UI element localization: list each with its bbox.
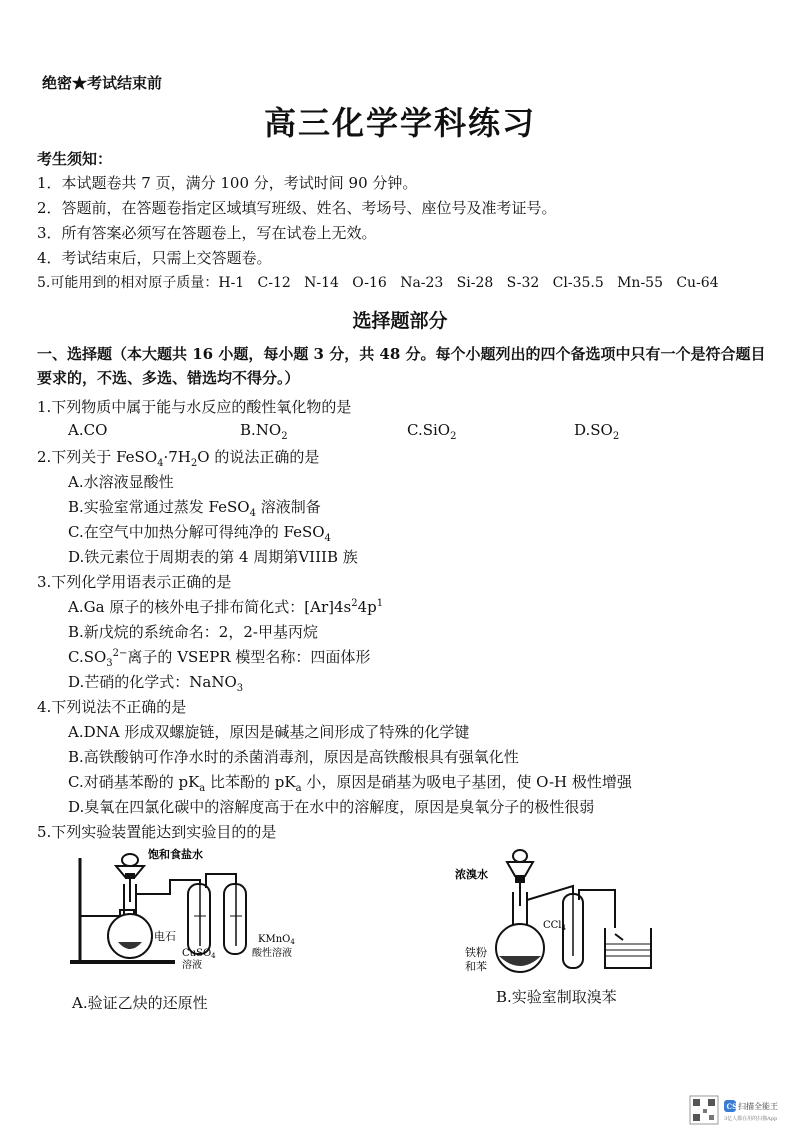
q3-option-c: $C.SO_3^{2-}$离子的 VSEPR 模型名称：四面体形	[68, 648, 371, 669]
figure-b-apparatus	[455, 844, 675, 979]
question-4-stem: 4.下列说法不正确的是	[37, 698, 187, 716]
scanner-watermark	[688, 1094, 800, 1132]
q4-option-d: D.臭氧在四氯化碳中的溶解度高于在水中的溶解度，原因是臭氧分子的极性很弱	[68, 798, 595, 816]
notice-heading: 考生须知：	[37, 150, 113, 168]
q4-option-a: A.DNA 形成双螺旋链，原因是碱基之间形成了特殊的化学键	[68, 723, 470, 741]
label-saturated-brine: 饱和食盐水	[148, 848, 203, 861]
label-and-benzene: 和苯	[465, 960, 487, 973]
q2-option-b: B.实验室常通过蒸发 FeSO$_4$ 溶液制备	[68, 498, 321, 519]
notice-item: 1．本试题卷共 7 页，满分 100 分，考试时间 90 分钟。	[37, 174, 418, 192]
q1-option-a: A.CO	[68, 421, 108, 439]
section-title: 选择题部分	[352, 310, 448, 332]
q3-option-b: B.新戊烷的系统命名：2，2-甲基丙烷	[68, 623, 318, 641]
notice-item: 3．所有答案必须写在答题卷上，写在试卷上无效。	[37, 224, 377, 242]
q1-option-d: $D.SO_2$	[574, 421, 620, 442]
label-cuso4-solution: 溶液	[182, 960, 202, 971]
svg-text:3亿人都在用的扫描App: 3亿人都在用的扫描App	[724, 1116, 778, 1122]
label-cuso4: CuSO$_4$	[182, 948, 216, 960]
label-iron-powder: 铁粉	[465, 946, 487, 959]
q3-option-d: D.芒硝的化学式：NaNO$_3$	[68, 673, 244, 694]
page-title: 高三化学学科练习	[263, 104, 536, 142]
label-calcium-carbide: 电石	[154, 930, 176, 943]
question-1-stem: 1.下列物质中属于能与水反应的酸性氧化物的是	[37, 398, 352, 416]
svg-text:CS: CS	[726, 1102, 738, 1111]
question-5-stem: 5.下列实验装置能达到实验目的的是	[37, 823, 277, 841]
q2-option-c: C.在空气中加热分解可得纯净的 FeSO$_4$	[68, 523, 331, 544]
label-kmno4: KMnO$_4$	[258, 934, 295, 946]
figure-b-caption: B.实验室制取溴苯	[496, 988, 617, 1006]
notice-item: 4．考试结束后，只需上交答题卷。	[37, 249, 272, 267]
qr-code-icon	[688, 1094, 800, 1132]
label-bromine-water: 浓溴水	[455, 868, 488, 881]
q4-option-c: C.对硝基苯酚的 $pK_a$ 比苯酚的 $pK_a$ 小，原因是硝基为吸电子基团，使 O-H 极性增强	[68, 773, 632, 794]
question-2-stem: 2.下列关于 $FeSO_4\cdot 7H_2O$ 的说法正确的是	[37, 448, 320, 469]
q4-option-b: B.高铁酸钠可作净水时的杀菌消毒剂，原因是高铁酸根具有强氧化性	[68, 748, 519, 766]
atomic-masses: 5.可能用到的相对原子质量：H-1 C-12 N-14 O-16 Na-23 Si-28 S-32 Cl-35.5 Mn-55 Cu-64	[37, 275, 719, 291]
q3-option-a: A.Ga 原子的核外电子排布简化式：$[Ar]4s^24p^1$	[68, 598, 384, 616]
confidential-mark: 绝密★考试结束前	[42, 74, 163, 92]
label-acidic-solution: 酸性溶液	[252, 948, 292, 959]
figure-a-caption: A.验证乙炔的还原性	[72, 994, 208, 1012]
svg-text:扫描全能王: 扫描全能王	[738, 1102, 778, 1111]
question-3-stem: 3.下列化学用语表示正确的是	[37, 573, 232, 591]
q1-option-b: $B.NO_2$	[240, 421, 288, 442]
q1-option-c: C.SiO$_2$	[407, 421, 457, 442]
label-ccl4: CCl$_4$	[543, 920, 566, 932]
figure-a-apparatus	[60, 844, 360, 974]
q2-option-d: D.铁元素位于周期表的第 4 周期第VIIIB 族	[68, 548, 358, 566]
section-instruction: 一、选择题（本大题共 16 小题，每小题 3 分，共 48 分。每个小题列出的四个备选项中只有一个是符合题目要求的，不选、多选、错选均不得分。）	[37, 345, 766, 387]
notice-item: 2．答题前，在答题卷指定区域填写班级、姓名、考场号、座位号及准考证号。	[37, 199, 557, 217]
q2-option-a: A.水溶液显酸性	[68, 473, 174, 491]
